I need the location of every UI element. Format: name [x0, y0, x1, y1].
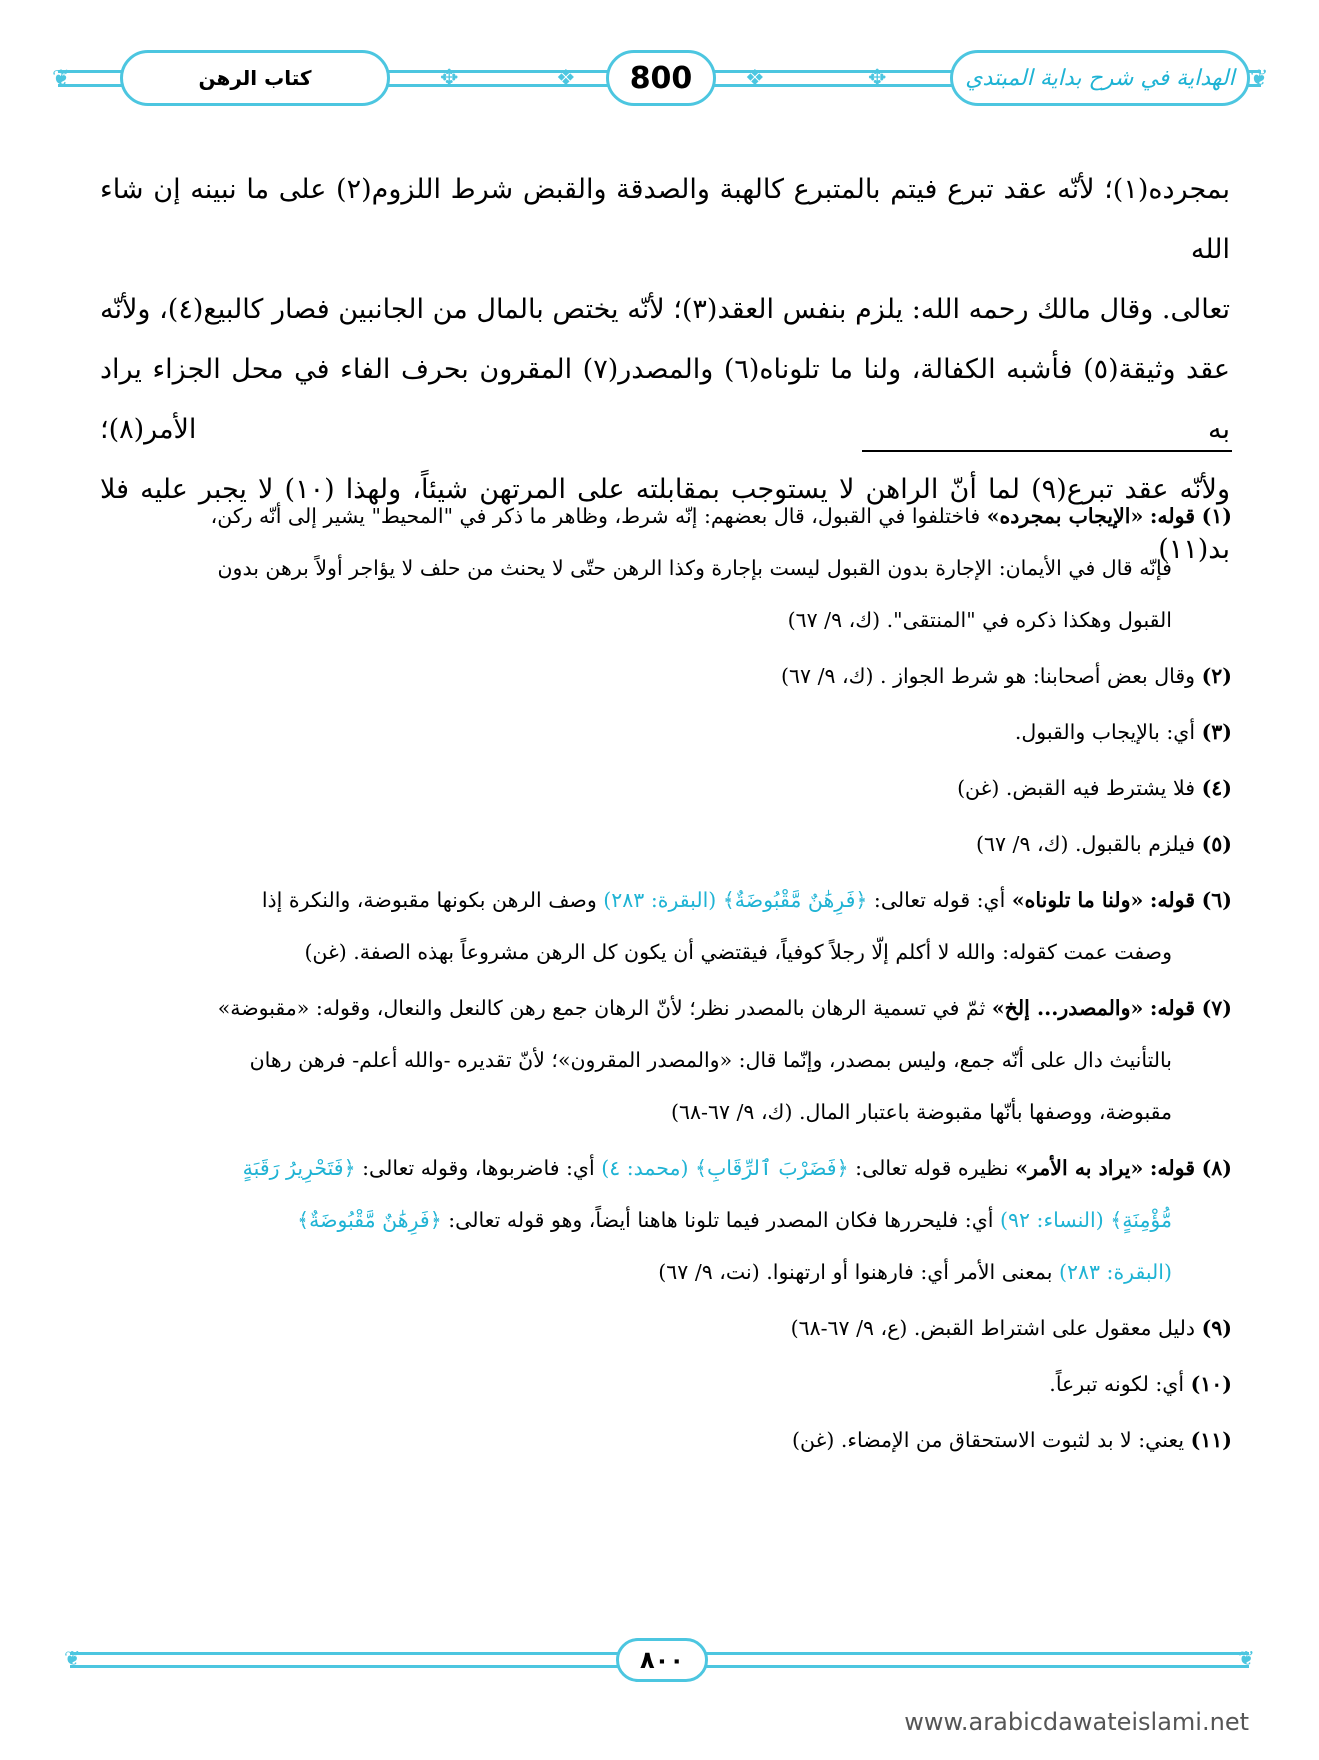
footnote-continuation: القبول وهكذا ذكره في "المنتقى". (ك، ٩/ ٦٧): [787, 608, 1172, 632]
footnote-number: (١٠): [1190, 1372, 1232, 1396]
footer-ornament-left-icon: ❦: [64, 1646, 81, 1670]
main-line: عقد وثيقة(٥) فأشبه الكفالة، ولنا ما تلوناه(٦) والمصدر(٧) المقرون بحرف الفاء في محل الجزاء يراد به الأمر(٨)؛: [100, 354, 1230, 445]
footnote-text: فلا يشترط فيه القبض. (غن): [957, 776, 1196, 800]
main-line: تعالى. وقال مالك رحمه الله: يلزم بنفس العقد(٣)؛ لأنّه يختص بالمال من الجانبين فصار كالبيع(٤)، ولأنّه: [100, 294, 1230, 325]
book-title-logo: الهداية في شرح بداية المبتدي: [965, 65, 1235, 91]
quran-quote: ﴿فَضَرْبَ ٱلرِّقَابِ﴾ (محمد: ٤): [601, 1156, 849, 1180]
footnote-label: قوله:: [1149, 1156, 1196, 1180]
footnote-3: [90, 706, 1232, 758]
header-book-box: [950, 50, 1250, 106]
footnote-keyword: «ولنا ما تلوناه»: [1011, 888, 1144, 912]
footnote-2: [90, 650, 1232, 702]
footnote-text: يعني: لا بد لثبوت الاستحقاق من الإمضاء. (غن): [792, 1428, 1185, 1452]
footer-page-number: ٨٠٠: [640, 1646, 684, 1674]
footnote-5: [90, 818, 1232, 870]
footnote-6: [90, 874, 1232, 978]
footnote-text: وقال بعض أصحابنا: هو شرط الجواز . (ك، ٩/ ٦٧): [781, 664, 1196, 688]
header-ornament-icon: ❖: [556, 66, 576, 91]
footnotes: [90, 490, 1232, 1470]
footnote-8: [90, 1142, 1232, 1298]
footnote-text: نظيره قوله تعالى:: [855, 1156, 1009, 1180]
quran-quote: ﴿فَرِهَٰنٌ مَّقْبُوضَةٌ﴾: [297, 1208, 442, 1232]
footnote-keyword: «والمصدر... إلخ»: [991, 996, 1144, 1020]
quran-reference: (البقرة: ٢٨٣): [1058, 1260, 1172, 1284]
footnote-number: (٤): [1201, 776, 1232, 800]
footnote-text: أي: لكونه تبرعاً.: [1049, 1372, 1185, 1396]
footnote-text: دليل معقول على اشتراط القبض. (ع، ٩/ ٦٧-٦٨): [790, 1316, 1196, 1340]
footnote-label: قوله:: [1149, 888, 1196, 912]
footer-page-box: [616, 1638, 708, 1682]
footnote-continuation: بمعنى الأمر أي: فارهنوا أو ارتهنوا. (نت، ٩/ ٦٧): [658, 1260, 1053, 1284]
footnote-number: (٨): [1201, 1156, 1232, 1180]
main-line: بمجرده(١)؛ لأنّه عقد تبرع فيتم بالمتبرع كالهبة والصدقة والقبض شرط اللزوم(٢) على ما نبينه إن شاء الله: [100, 174, 1230, 265]
footnote-text: فيلزم بالقبول. (ك، ٩/ ٦٧): [975, 832, 1196, 856]
footnote-number: (٣): [1201, 720, 1232, 744]
footnote-10: [90, 1358, 1232, 1410]
footnote-text: فاختلفوا في القبول، قال بعضهم: إنّه شرط، وظاهر ما ذكر في "المحيط" يشير إلى أنّه ركن،: [210, 504, 981, 528]
footnote-4: [90, 762, 1232, 814]
footnote-7: [90, 982, 1232, 1138]
header-ornament-icon: ✥: [440, 66, 459, 91]
quran-quote: ﴿فَتَحْرِيرُ رَقَبَةٍ: [242, 1156, 356, 1180]
header-section-box: [120, 50, 390, 106]
footnote-separator: [862, 450, 1232, 452]
quran-quote: ﴿فَرِهَٰنٌ مَّقْبُوضَةٌ﴾ (البقرة: ٢٨٣): [603, 888, 868, 912]
footnote-text: أي: فاضربوها، وقوله تعالى:: [362, 1156, 595, 1180]
footnote-number: (١١): [1190, 1428, 1232, 1452]
footnote-11: [90, 1414, 1232, 1466]
footnote-number: (١): [1201, 504, 1232, 528]
footer-ornament-right-icon: ❦: [1238, 1646, 1255, 1670]
footnote-number: (٩): [1201, 1316, 1232, 1340]
footnote-keyword: «الإيجاب بمجرده»: [986, 504, 1144, 528]
footnote-continuation: وصفت عمت كقوله: والله لا أكلم إلّا رجلاً كوفياً، فيقتضي أن يكون كل الرهن مشروعاً بهذه الصفة. (غن): [304, 940, 1172, 964]
footnote-number: (٥): [1201, 832, 1232, 856]
footnote-label: قوله:: [1149, 996, 1196, 1020]
header-page-box: [606, 50, 716, 106]
section-title: كتاب الرهن: [198, 66, 312, 90]
header-ornament-icon: ✥: [868, 66, 887, 91]
header-ornament-icon: ❖: [745, 66, 765, 91]
footnote-number: (٧): [1201, 996, 1232, 1020]
footnote-text: وصف الرهن بكونها مقبوضة، والنكرة إذا: [261, 888, 597, 912]
header-ornament-right-icon: ❦: [1250, 66, 1269, 91]
header-ornament-left-icon: ❦: [52, 66, 71, 91]
footnote-text: أي: قوله تعالى:: [873, 888, 1006, 912]
footnote-1: [90, 490, 1232, 646]
footnote-9: [90, 1302, 1232, 1354]
footnote-continuation: مقبوضة، ووصفها بأنّها مقبوضة باعتبار المال. (ك، ٩/ ٦٧-٦٨): [670, 1100, 1172, 1124]
footnote-label: قوله:: [1149, 504, 1196, 528]
footnote-number: (٦): [1201, 888, 1232, 912]
website-url: www.arabicdawateislami.net: [904, 1708, 1249, 1736]
footnote-continuation: أي: فليحررها فكان المصدر فيما تلونا هاهنا أيضاً، وهو قوله تعالى:: [448, 1208, 994, 1232]
footnote-continuation: فإنّه قال في الأيمان: الإجارة بدون القبول ليست بإجارة وكذا الرهن حتّى لا يحنث من حلف لا يؤاجر أولاً برهن بدون: [217, 556, 1172, 580]
footnote-text: ثمّ في تسمية الرهان بالمصدر نظر؛ لأنّ الرهان جمع رهن كالنعل والنعال، وقوله: «مقبوضة»: [217, 996, 986, 1020]
main-line: ولأنّه عقد تبرع(٩) لما أنّ الراهن لا يستوجب بمقابلته على المرتهن شيئاً، ولهذا (١٠) لا يجبر عليه فلا بد(١١): [100, 474, 1230, 565]
quran-quote: مُّؤْمِنَةٍ﴾ (النساء: ٩٢): [999, 1208, 1172, 1232]
footnote-keyword: «يراد به الأمر»: [1015, 1156, 1144, 1180]
footnote-text: أي: بالإيجاب والقبول.: [1014, 720, 1196, 744]
footnote-number: (٢): [1201, 664, 1232, 688]
header-page-number: 800: [629, 60, 693, 96]
footnote-continuation: بالتأنيث دال على أنّه جمع، وليس بمصدر، وإنّما قال: «والمصدر المقرون»؛ لأنّ تقديره -والله أعلم- فرهن رهان: [249, 1048, 1172, 1072]
